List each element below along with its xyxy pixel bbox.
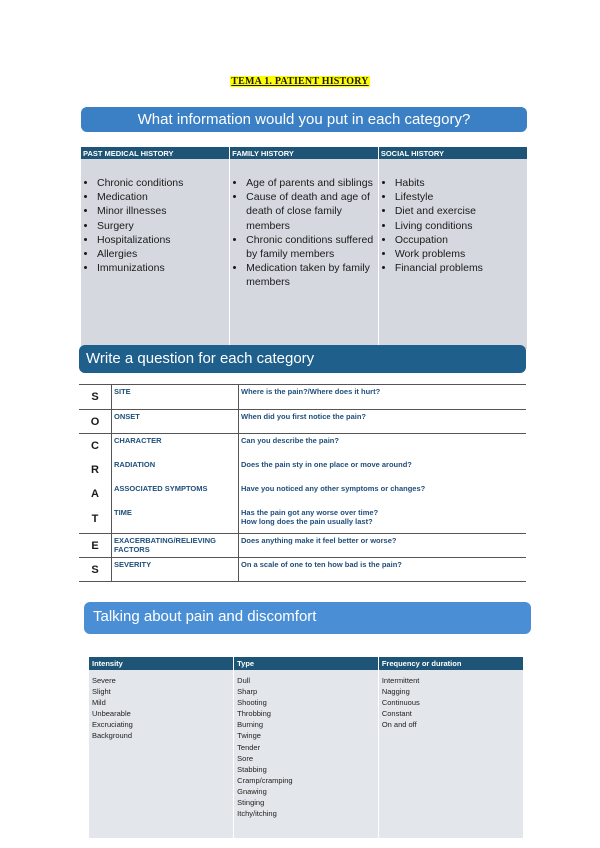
list-item: Nagging (381, 687, 410, 697)
socrates-question: On a scale of one to ten how bad is the pain? (239, 558, 527, 582)
header-intensity: Intensity (89, 657, 234, 670)
list-item: Continuous (381, 698, 420, 708)
list-item: • Lifestyle (395, 190, 525, 204)
list-item: Throbbing (237, 709, 271, 719)
family-history-cell (230, 159, 379, 349)
list-item: • Age of parents and siblings (246, 176, 376, 190)
socrates-question: Does anything make it feel better or worse? (239, 534, 527, 558)
header-frequency: Frequency or duration (378, 657, 523, 670)
socrates-letter: A (79, 482, 112, 506)
document-title-text: TEMA 1. PATIENT HISTORY (231, 76, 369, 87)
list-item: Itchy/itching (237, 809, 277, 819)
socrates-letter: R (79, 458, 112, 482)
pain-vocabulary-table (89, 657, 523, 838)
header-type: Type (234, 657, 379, 670)
list-item: On and off (381, 720, 417, 730)
list-item: Burning (237, 720, 264, 730)
socrates-category: ASSOCIATED SYMPTOMS (112, 482, 239, 506)
header-family-history: FAMILY HISTORY (230, 147, 379, 159)
socrates-category: CHARACTER (112, 434, 239, 458)
list-item: Severe (92, 676, 116, 685)
socrates-letter: O (79, 410, 112, 434)
list-item: Gnawing (237, 786, 267, 796)
list-item: Sharp (237, 687, 258, 697)
list-item: Mild (92, 698, 106, 708)
socrates-question-line: How long does the pain usually last? (241, 516, 373, 526)
list-item: • Living conditions (395, 219, 525, 233)
list-item: Shooting (237, 698, 267, 708)
list-item: • Medication (97, 190, 227, 204)
list-item: Dull (237, 676, 251, 685)
socrates-letter: E (79, 534, 112, 558)
socrates-letter: T (79, 506, 112, 534)
socrates-question: Have you noticed any other symptoms or changes? (241, 483, 426, 493)
list-item: Unbearable (92, 709, 131, 719)
social-history-list (381, 176, 525, 275)
socrates-question: Does the pain sty in one place or move around? (241, 459, 412, 469)
socrates-category: SITE (112, 385, 239, 410)
socrates-letter: S (79, 385, 112, 410)
list-item: Intermittent (381, 676, 420, 685)
socrates-letter: S (79, 558, 112, 582)
socrates-table (79, 384, 526, 582)
list-item: Twinge (237, 731, 261, 741)
header-past-medical-history: PAST MEDICAL HISTORY (81, 147, 230, 159)
list-item: • Cause of death and age of death of close family members (246, 190, 376, 233)
list-item: • Hospitalizations (97, 233, 227, 247)
list-item: • Minor illnesses (97, 204, 227, 218)
list-item: • Allergies (97, 247, 227, 261)
socrates-category: EXACERBATING/RELIEVING FACTORS (112, 534, 239, 558)
socrates-category: RADIATION (112, 458, 239, 482)
socrates-question (239, 506, 527, 534)
list-item: Sore (237, 753, 253, 763)
socrates-question: Where is the pain?/Where does it hurt? (239, 385, 527, 410)
list-item: Constant (381, 709, 412, 719)
frequency-cell (378, 670, 523, 838)
banner-question-category: Write a question for each category (79, 345, 526, 373)
socrates-question: When did you first notice the pain? (239, 410, 527, 434)
family-history-list (232, 176, 376, 290)
list-item: • Immunizations (97, 261, 227, 275)
list-item: Slight (92, 687, 111, 697)
list-item: • Occupation (395, 233, 525, 247)
socrates-category: SEVERITY (112, 558, 239, 582)
socrates-question-line: Has the pain got any worse over time? (241, 507, 379, 517)
list-item: • Financial problems (395, 261, 525, 275)
list-item: • Chronic conditions (97, 176, 227, 190)
banner-pain-discomfort: Talking about pain and discomfort (84, 602, 531, 634)
list-item: Excruciating (92, 720, 133, 730)
list-item: Background (92, 731, 133, 741)
list-item: • Work problems (395, 247, 525, 261)
list-item: Stabbing (237, 764, 267, 774)
header-social-history: SOCIAL HISTORY (378, 147, 527, 159)
socrates-letter: C (79, 434, 112, 458)
banner-information-categories: What information would you put in each category? (81, 107, 527, 132)
list-item: • Chronic conditions suffered by family members (246, 233, 376, 261)
type-cell (234, 670, 379, 838)
list-item: • Diet and exercise (395, 204, 525, 218)
document-title (0, 71, 600, 89)
list-item: • Habits (395, 176, 525, 190)
past-medical-cell (81, 159, 230, 349)
socrates-category: ONSET (112, 410, 239, 434)
socrates-category: TIME (112, 506, 239, 534)
list-item: • Surgery (97, 219, 227, 233)
list-item: Cramp/cramping (237, 775, 293, 785)
list-item: • Medication taken by family members (246, 261, 376, 289)
social-history-cell (378, 159, 527, 349)
socrates-question: Can you describe the pain? (239, 434, 527, 458)
list-item: Stinging (237, 798, 265, 808)
intensity-cell (89, 670, 234, 838)
list-item: Tender (237, 742, 261, 752)
past-medical-list (83, 176, 227, 275)
history-categories-table (81, 147, 527, 349)
